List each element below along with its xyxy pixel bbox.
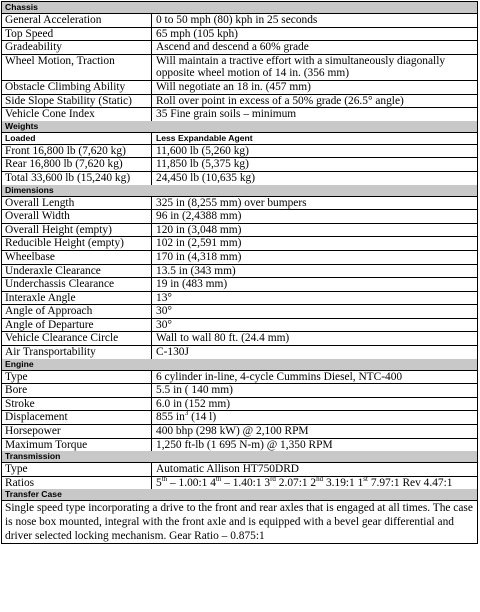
- column-header-loaded: Loaded: [2, 133, 152, 144]
- spec-value: 170 in (4,318 mm): [156, 250, 242, 263]
- spec-value: 102 in (2,591 mm): [156, 237, 242, 250]
- dimensions-rows: [2, 197, 477, 359]
- spec-value: 30°: [156, 318, 172, 331]
- transmission-rows: [2, 463, 477, 489]
- spec-label: Rear 16,800 lb (7,620 kg): [2, 158, 152, 171]
- spec-value: 855 $in^3$ (14 l): [156, 409, 217, 424]
- spec-label: Obstacle Climbing Ability: [2, 81, 152, 94]
- spec-label: Ratios: [2, 477, 152, 490]
- spec-label: Bore: [2, 384, 152, 397]
- weights-rows: [2, 145, 477, 185]
- table-row: [2, 425, 477, 439]
- spec-value: Automatic Allison HT750DRD: [156, 463, 300, 476]
- spec-value: 35 Fine grain soils – minimum: [156, 108, 297, 121]
- spec-value: Will negotiate an 18 in. (457 mm): [156, 80, 311, 93]
- chassis-rows: [2, 14, 477, 121]
- spec-label: Maximum Torque: [2, 439, 152, 452]
- spec-value: 6.0 in (152 mm): [156, 397, 231, 410]
- table-row: [2, 265, 477, 279]
- table-row: [2, 95, 477, 109]
- spec-label: General Acceleration: [2, 14, 152, 27]
- table-row: [2, 278, 477, 292]
- spec-value: 13.5 in (343 mm): [156, 264, 236, 277]
- table-row: [2, 172, 477, 185]
- weights-column-header: [2, 133, 477, 145]
- spec-value: 65 mph (105 kph): [156, 27, 238, 40]
- spec-label: Stroke: [2, 398, 152, 411]
- table-row: [2, 224, 477, 238]
- spec-label: Angle of Departure: [2, 319, 152, 332]
- spec-label: Overall Height (empty): [2, 224, 152, 237]
- table-row: [2, 197, 477, 211]
- spec-label: Air Transportability: [2, 346, 152, 359]
- table-row: [2, 14, 477, 28]
- spec-label: Overall Length: [2, 197, 152, 210]
- table-row: [2, 411, 477, 425]
- spec-label: Overall Width: [2, 210, 152, 223]
- transfer-case-text: Single speed type incorporating a drive to the front and rear axles that is engaged at all times. The case is nose box mounted, integral with the front axle and is equipped with a bevel gear differential and driver selected locking mechanism. Gear Ratio – 0.875:1: [5, 502, 473, 543]
- spec-value: 5th – 1.00:1 4th – 1.40:1 3rd 2.07:1 2nd 3.19:1 1st 7.97:1 Rev 4.47:1: [156, 475, 453, 489]
- table-row: [2, 28, 477, 42]
- spec-value: 325 in (8,255 mm) over bumpers: [156, 196, 307, 209]
- spec-value: 24,450 lb (10,635 kg): [156, 171, 256, 184]
- spec-label: Interaxle Angle: [2, 292, 152, 305]
- table-row: [2, 346, 477, 359]
- spec-label: Displacement: [2, 411, 152, 424]
- section-header-weights: Weights: [2, 121, 477, 133]
- section-header-chassis: Chassis: [2, 2, 477, 14]
- spec-label: Side Slope Stability (Static): [2, 95, 152, 108]
- spec-label: Vehicle Clearance Circle: [2, 332, 152, 345]
- spec-value: 96 in (2,4388 mm): [156, 210, 242, 223]
- spec-value: 120 in (3,048 mm): [156, 223, 242, 236]
- spec-label: Horsepower: [2, 425, 152, 438]
- spec-value: 400 bhp (298 kW) @ 2,100 RPM: [156, 425, 309, 438]
- table-row: [2, 41, 477, 55]
- spec-value: 13°: [156, 291, 172, 304]
- spec-label: Total 33,600 lb (15,240 kg): [2, 172, 152, 185]
- spec-value: 1,250 ft-lb (1 695 N-m) @ 1,350 RPM: [156, 438, 333, 451]
- section-header-transfer-case: Transfer Case: [2, 489, 477, 501]
- table-row: [2, 384, 477, 398]
- spec-value: 11,600 lb (5,260 kg): [156, 144, 249, 157]
- table-row: [2, 332, 477, 346]
- section-header-engine: Engine: [2, 359, 477, 371]
- spec-label: Wheelbase: [2, 251, 152, 264]
- spec-value: 30°: [156, 305, 172, 318]
- table-row: [2, 237, 477, 251]
- spec-value: 5.5 in ( 140 mm): [156, 384, 233, 397]
- spec-label: Front 16,800 lb (7,620 kg): [2, 145, 152, 158]
- table-row: [2, 81, 477, 95]
- table-row: [2, 251, 477, 265]
- table-row: [2, 108, 477, 121]
- spec-value: Will maintain a tractive effort with a simultaneously diagonally opposite wheel motion of 14 in. (356 mm): [156, 54, 446, 80]
- table-row: [2, 477, 477, 490]
- spec-value: Roll over point in excess of a 50% grade (26.5° angle): [156, 94, 404, 107]
- table-row: [2, 463, 477, 477]
- spec-label: Underchassis Clearance: [2, 278, 152, 291]
- table-row: [2, 305, 477, 319]
- table-row: [2, 292, 477, 306]
- spec-value: Wall to wall 80 ft. (24.4 mm): [156, 332, 290, 345]
- table-row: [2, 158, 477, 172]
- spec-label: Vehicle Cone Index: [2, 108, 152, 121]
- spec-label: Top Speed: [2, 28, 152, 41]
- spec-label: Type: [2, 463, 152, 476]
- table-row: [2, 371, 477, 385]
- table-row: [2, 319, 477, 333]
- spec-value: 0 to 50 mph (80) kph in 25 seconds: [156, 14, 318, 26]
- spec-value: 6 cylinder in-line, 4-cycle Cummins Diesel, NTC-400: [156, 370, 403, 383]
- spec-value: Ascend and descend a 60% grade: [156, 41, 309, 54]
- spec-label: Gradeability: [2, 41, 152, 54]
- table-row: [2, 145, 477, 159]
- table-row: [2, 55, 477, 81]
- transfer-case-row: [2, 501, 477, 543]
- spec-value: C-130J: [156, 346, 189, 359]
- spec-label: Reducible Height (empty): [2, 237, 152, 250]
- table-row: [2, 439, 477, 452]
- section-header-dimensions: Dimensions: [2, 185, 477, 197]
- section-header-transmission: Transmission: [2, 451, 477, 463]
- spec-value: 11,850 lb (5,375 kg): [156, 158, 249, 171]
- spec-label: Angle of Approach: [2, 305, 152, 318]
- spec-label: Type: [2, 371, 152, 384]
- column-header-less-agent: Less Expandable Agent: [156, 132, 253, 143]
- table-row: [2, 210, 477, 224]
- spec-table: [1, 1, 478, 544]
- spec-label: Underaxle Clearance: [2, 265, 152, 278]
- engine-rows: [2, 371, 477, 452]
- spec-value: 19 in (483 mm): [156, 278, 228, 291]
- spec-label: Wheel Motion, Traction: [2, 55, 152, 80]
- table-row: [2, 398, 477, 412]
